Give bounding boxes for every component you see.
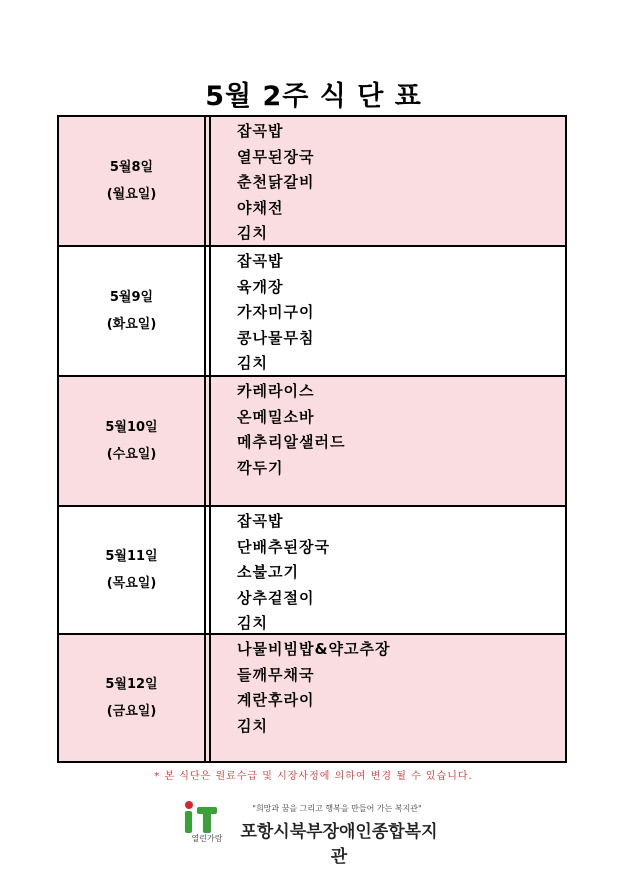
dish-item: 잡곡밥 bbox=[237, 512, 284, 530]
dish-item: 계란후라이 bbox=[237, 691, 315, 709]
dish-item: 잡곡밥 bbox=[237, 122, 284, 140]
dish-item: 깍두기 bbox=[237, 458, 284, 477]
dish-item: 춘천닭갈비 bbox=[237, 173, 315, 191]
dish-item: 온메밀소바 bbox=[237, 407, 315, 426]
day-date: 5월8일 bbox=[109, 160, 154, 175]
dish-item: 콩나물무침 bbox=[237, 328, 315, 347]
column-divider bbox=[204, 117, 206, 761]
day-date: 5월9일 bbox=[109, 290, 154, 305]
day-date: 5월12일 bbox=[105, 677, 158, 692]
day-row-tue bbox=[59, 245, 565, 375]
dish-item: 야채전 bbox=[237, 198, 284, 217]
dish-item: 육개장 bbox=[237, 277, 284, 296]
column-divider bbox=[209, 117, 211, 761]
dish-item: 들깨무채국 bbox=[237, 665, 315, 684]
dish-item: 김치 bbox=[237, 716, 268, 735]
day-weekday: (화요일) bbox=[106, 317, 157, 332]
day-row-mon bbox=[59, 117, 565, 245]
dish-list bbox=[237, 379, 345, 481]
dish-item: 나물비빔밥&약고추장 bbox=[237, 640, 391, 658]
dish-item: 카레라이스 bbox=[237, 382, 315, 400]
day-date: 5월10일 bbox=[105, 420, 158, 435]
day-row-fri bbox=[59, 633, 565, 761]
logo-caption: 열린가람 bbox=[191, 834, 223, 843]
page-title: 5월 2주 식 단 표 bbox=[205, 81, 422, 112]
dish-item: 김치 bbox=[237, 224, 268, 242]
change-notice: * 본 식단은 원료수급 및 시장사정에 의하여 변경 될 수 있습니다. bbox=[154, 771, 473, 782]
day-weekday: (금요일) bbox=[106, 704, 157, 719]
day-cell bbox=[59, 117, 204, 245]
day-cell bbox=[59, 507, 204, 633]
dish-item: 잡곡밥 bbox=[237, 252, 284, 270]
dish-list bbox=[237, 637, 391, 739]
day-weekday: (목요일) bbox=[106, 576, 157, 591]
dish-item: 단배추된장국 bbox=[237, 537, 330, 556]
dish-item: 열무된장국 bbox=[237, 147, 315, 166]
dish-item: 소불고기 bbox=[237, 563, 299, 581]
dish-list bbox=[237, 509, 330, 637]
org-name: 포항시북부장애인종합복지관 bbox=[240, 822, 438, 867]
day-weekday: (수요일) bbox=[106, 447, 157, 462]
dish-item: 상추겉절이 bbox=[237, 588, 315, 607]
day-row-wed bbox=[59, 375, 565, 505]
dish-list bbox=[237, 249, 314, 377]
day-row-thu bbox=[59, 505, 565, 633]
org-slogan: "희망과 꿈을 그리고 행복을 만들어 가는 복지관" bbox=[252, 804, 422, 813]
dish-item: 가자미구이 bbox=[237, 303, 315, 321]
dish-list bbox=[237, 119, 314, 247]
day-weekday: (월요일) bbox=[106, 187, 157, 202]
dish-item: 메추리알샐러드 bbox=[237, 433, 346, 451]
dish-item: 김치 bbox=[237, 354, 268, 372]
day-date: 5월11일 bbox=[105, 549, 158, 564]
org-logo-icon bbox=[180, 797, 230, 837]
dish-item: 김치 bbox=[237, 614, 268, 632]
day-cell bbox=[59, 377, 204, 505]
day-cell bbox=[59, 247, 204, 375]
day-cell bbox=[59, 635, 204, 761]
menu-table bbox=[57, 115, 567, 763]
